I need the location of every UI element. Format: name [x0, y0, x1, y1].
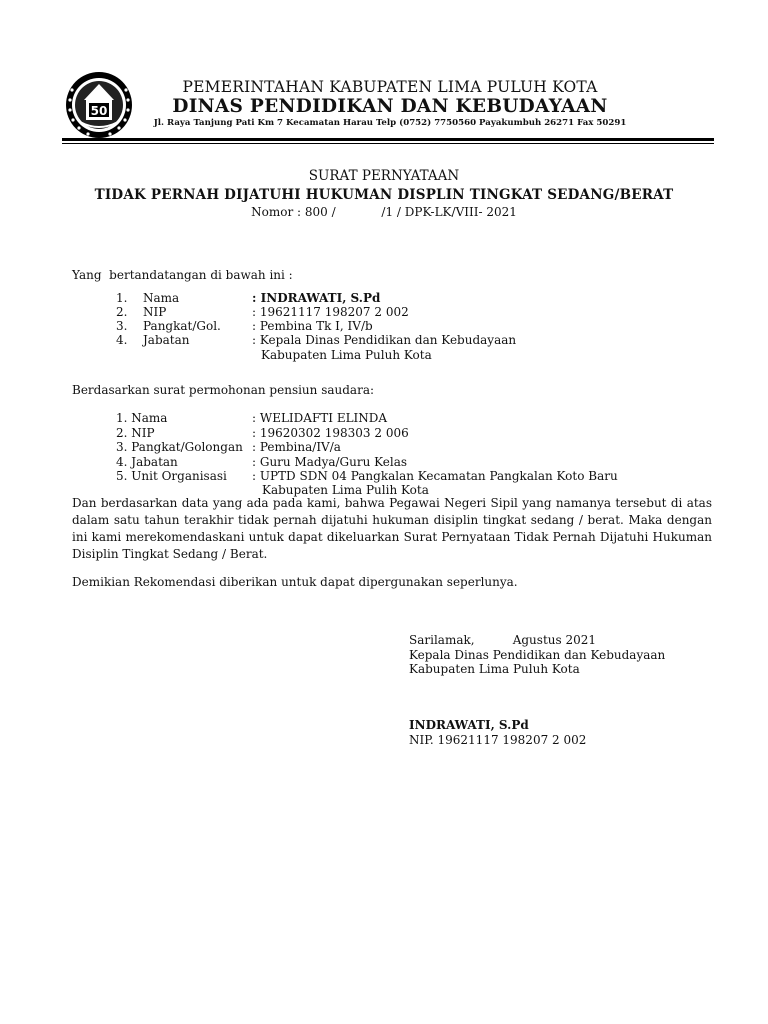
letterhead-address: Jl. Raya Tanjung Pati Km 7 Kecamatan Harau Telp (0752) 7750560 Payakumbuh 26271 Fax 50291	[153, 118, 627, 128]
seal-number: 50	[90, 104, 108, 118]
signature-place-date: Sarilamak, Agustus 2021	[409, 633, 597, 647]
item-value: : WELIDAFTI ELINDA	[252, 411, 388, 425]
item-value: : 19621117 198207 2 002	[252, 305, 409, 319]
item-label: 4. Jabatan	[116, 455, 178, 469]
document-title: SURAT PERNYATAAN	[308, 168, 460, 184]
intro-text: Yang bertandatangan di bawah ini :	[72, 268, 293, 282]
regency-seal-icon	[62, 70, 136, 140]
document-number: Nomor : 800 / /1 / DPK-LK/VIII- 2021	[251, 205, 517, 219]
item-label: NIP	[143, 305, 167, 319]
item-number: 3.	[116, 319, 128, 333]
letterhead-rule-thin	[62, 143, 714, 144]
signature-region: Kabupaten Lima Puluh Kota	[409, 662, 580, 676]
letterhead-rule-thick	[62, 138, 714, 141]
item-number: 1.	[116, 291, 128, 305]
item-label: 3. Pangkat/Golongan	[116, 440, 243, 454]
item-value: : UPTD SDN 04 Pangkalan Kecamatan Pangkalan Koto Baru	[252, 469, 618, 483]
closing-text: Demikian Rekomendasi diberikan untuk dapat dipergunakan seperlunya.	[72, 575, 518, 589]
letterhead-government: PEMERINTAHAN KABUPATEN LIMA PULUH KOTA	[182, 78, 598, 96]
signer-jabatan-continuation: Kabupaten Lima Puluh Kota	[261, 348, 432, 362]
signature-nip: NIP. 19621117 198207 2 002	[409, 733, 587, 747]
item-label: Pangkat/Gol.	[143, 319, 221, 333]
basis-text: Berdasarkan surat permohonan pensiun saudara:	[72, 383, 375, 397]
signature-position: Kepala Dinas Pendidikan dan Kebudayaan	[409, 648, 666, 662]
document-subtitle: TIDAK PERNAH DIJATUHI HUKUMAN DISPLIN TINGKAT SEDANG/BERAT	[94, 187, 674, 203]
item-value: : INDRAWATI, S.Pd	[252, 291, 381, 305]
item-label: Jabatan	[143, 333, 190, 347]
item-number: 2.	[116, 305, 128, 319]
body-paragraph: Dan berdasarkan data yang ada pada kami, bahwa Pegawai Negeri Sipil yang namanya tersebut di atas dalam satu tahun terakhir tidak pernah dijatuhi hukuman disiplin tingkat sedang / berat. Maka dengan ini kami merekomendaskani untuk dapat dikeluarkan Surat Pernyataan Tidak Pernah Dijatuhi Hukuman Disiplin Tingkat Sedang / Berat.	[72, 496, 712, 561]
applicant-unit-continuation: Kabupaten Lima Pulih Kota	[262, 483, 429, 497]
item-value: : Kepala Dinas Pendidikan dan Kebudayaan	[252, 333, 517, 347]
item-label: 2. NIP	[116, 426, 155, 440]
item-value: : Pembina Tk I, IV/b	[252, 319, 373, 333]
item-number: 4.	[116, 333, 128, 347]
item-value: : 19620302 198303 2 006	[252, 426, 409, 440]
item-label: 1. Nama	[116, 411, 168, 425]
item-label: Nama	[143, 291, 180, 305]
item-value: : Pembina/IV/a	[252, 440, 341, 454]
item-label: 5. Unit Organisasi	[116, 469, 227, 483]
item-value: : Guru Madya/Guru Kelas	[252, 455, 408, 469]
signature-name: INDRAWATI, S.Pd	[409, 718, 529, 732]
letterhead-agency: DINAS PENDIDIKAN DAN KEBUDAYAAN	[172, 96, 608, 117]
